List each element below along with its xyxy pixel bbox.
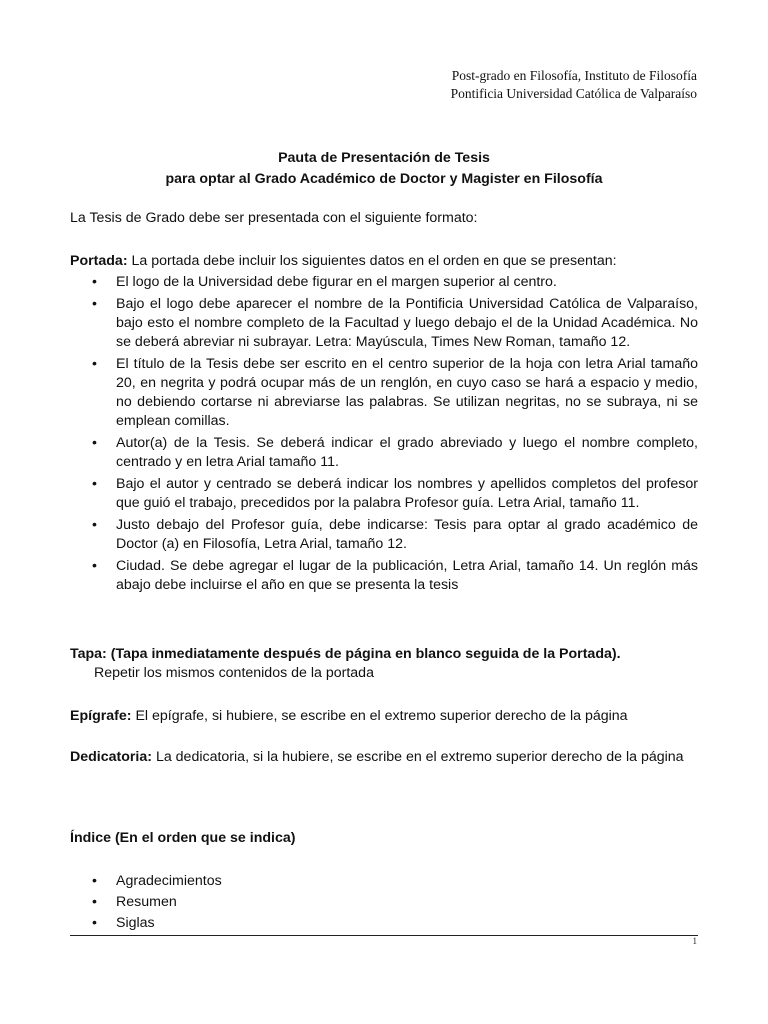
bullet-icon: • — [92, 558, 97, 574]
list-item — [70, 914, 698, 933]
portada-label: Portada: — [70, 253, 128, 269]
list-item-text: El título de la Tesis debe ser escrito en el centro superior de la hoja con letra Arial tamaño 20, en negrita y podrá ocupar más de un renglón, en cuyo caso se hará a espacio y medio, no debiendo cortarse ni abreviarse las palabras. Se utilizan negritas, no se subraya, ni se emplean comillas. — [116, 356, 698, 429]
header-line-university: Pontificia Universidad Católica de Valparaíso — [450, 86, 697, 101]
title-line-2: para optar al Grado Académico de Doctor y Magister en Filosofía — [165, 171, 603, 187]
list-item-text: Justo debajo del Profesor guía, debe indicarse: Tesis para optar al grado académico de Doctor (a) en Filosofía, Letra Arial, tamaño 12. — [116, 517, 698, 552]
bullet-icon: • — [92, 915, 97, 931]
title-line-1: Pauta de Presentación de Tesis — [278, 150, 490, 166]
list-item-text: Bajo el logo debe aparecer el nombre de la Pontificia Universidad Católica de Valparaíso, bajo esto el nombre completo de la Facultad y luego debajo el de la Unidad Académica. No se deberá abreviar ni subrayar. Letra: Mayúscula, Times New Roman, tamaño 12. — [116, 296, 698, 350]
bullet-icon: • — [92, 873, 97, 889]
page-number: 1 — [692, 936, 697, 946]
list-item-text: Resumen — [116, 894, 177, 910]
list-item — [70, 557, 698, 595]
tapa-text: Repetir los mismos contenidos de la portada — [94, 665, 374, 681]
footer-divider — [70, 935, 698, 936]
page-header — [297, 67, 697, 103]
document-title — [70, 148, 698, 190]
bullet-icon: • — [92, 274, 97, 290]
bullet-icon: • — [92, 356, 97, 372]
bullet-icon: • — [92, 296, 97, 312]
list-item — [70, 434, 698, 472]
bullet-icon: • — [92, 517, 97, 533]
list-item — [70, 516, 698, 554]
bullet-icon: • — [92, 894, 97, 910]
dedicatoria-label: Dedicatoria: — [70, 749, 152, 765]
portada-list — [70, 273, 698, 596]
dedicatoria-paragraph — [70, 748, 698, 767]
list-item — [70, 295, 698, 352]
list-item-text: Ciudad. Se debe agregar el lugar de la publicación, Letra Arial, tamaño 14. Un reglón más abajo debe incluirse el año en que se presenta la tesis — [116, 558, 698, 593]
header-line-institute: Post-grado en Filosofía, Instituto de Filosofía — [451, 68, 697, 83]
list-item-text: Autor(a) de la Tesis. Se deberá indicar el grado abreviado y luego el nombre completo, centrado y en letra Arial tamaño 11. — [116, 435, 698, 470]
epigrafe-text: El epígrafe, si hubiere, se escribe en el extremo superior derecho de la página — [131, 708, 628, 724]
dedicatoria-text: La dedicatoria, si la hubiere, se escribe en el extremo superior derecho de la página — [152, 749, 684, 765]
bullet-icon: • — [92, 476, 97, 492]
indice-list — [70, 872, 698, 934]
list-item-text: Bajo el autor y centrado se deberá indicar los nombres y apellidos completos del profesor que guió el trabajo, precedidos por la palabra Profesor guía. Letra Arial, tamaño 11. — [116, 476, 698, 511]
list-item-text: Agradecimientos — [116, 873, 222, 889]
indice-heading: Índice (En el orden que se indica) — [70, 830, 296, 846]
bullet-icon: • — [92, 435, 97, 451]
tapa-heading: Tapa: (Tapa inmediatamente después de página en blanco seguida de la Portada). — [70, 646, 621, 662]
intro-paragraph: La Tesis de Grado debe ser presentada con el siguiente formato: — [70, 210, 478, 226]
list-item — [70, 273, 698, 292]
portada-paragraph — [70, 252, 698, 271]
list-item-text: Siglas — [116, 915, 155, 931]
list-item — [70, 355, 698, 431]
list-item-text: El logo de la Universidad debe figurar en el margen superior al centro. — [116, 274, 557, 290]
list-item — [70, 475, 698, 513]
portada-text: La portada debe incluir los siguientes datos en el orden en que se presentan: — [127, 253, 617, 269]
list-item — [70, 893, 698, 912]
list-item — [70, 872, 698, 891]
epigrafe-paragraph — [70, 707, 698, 726]
epigrafe-label: Epígrafe: — [70, 708, 132, 724]
